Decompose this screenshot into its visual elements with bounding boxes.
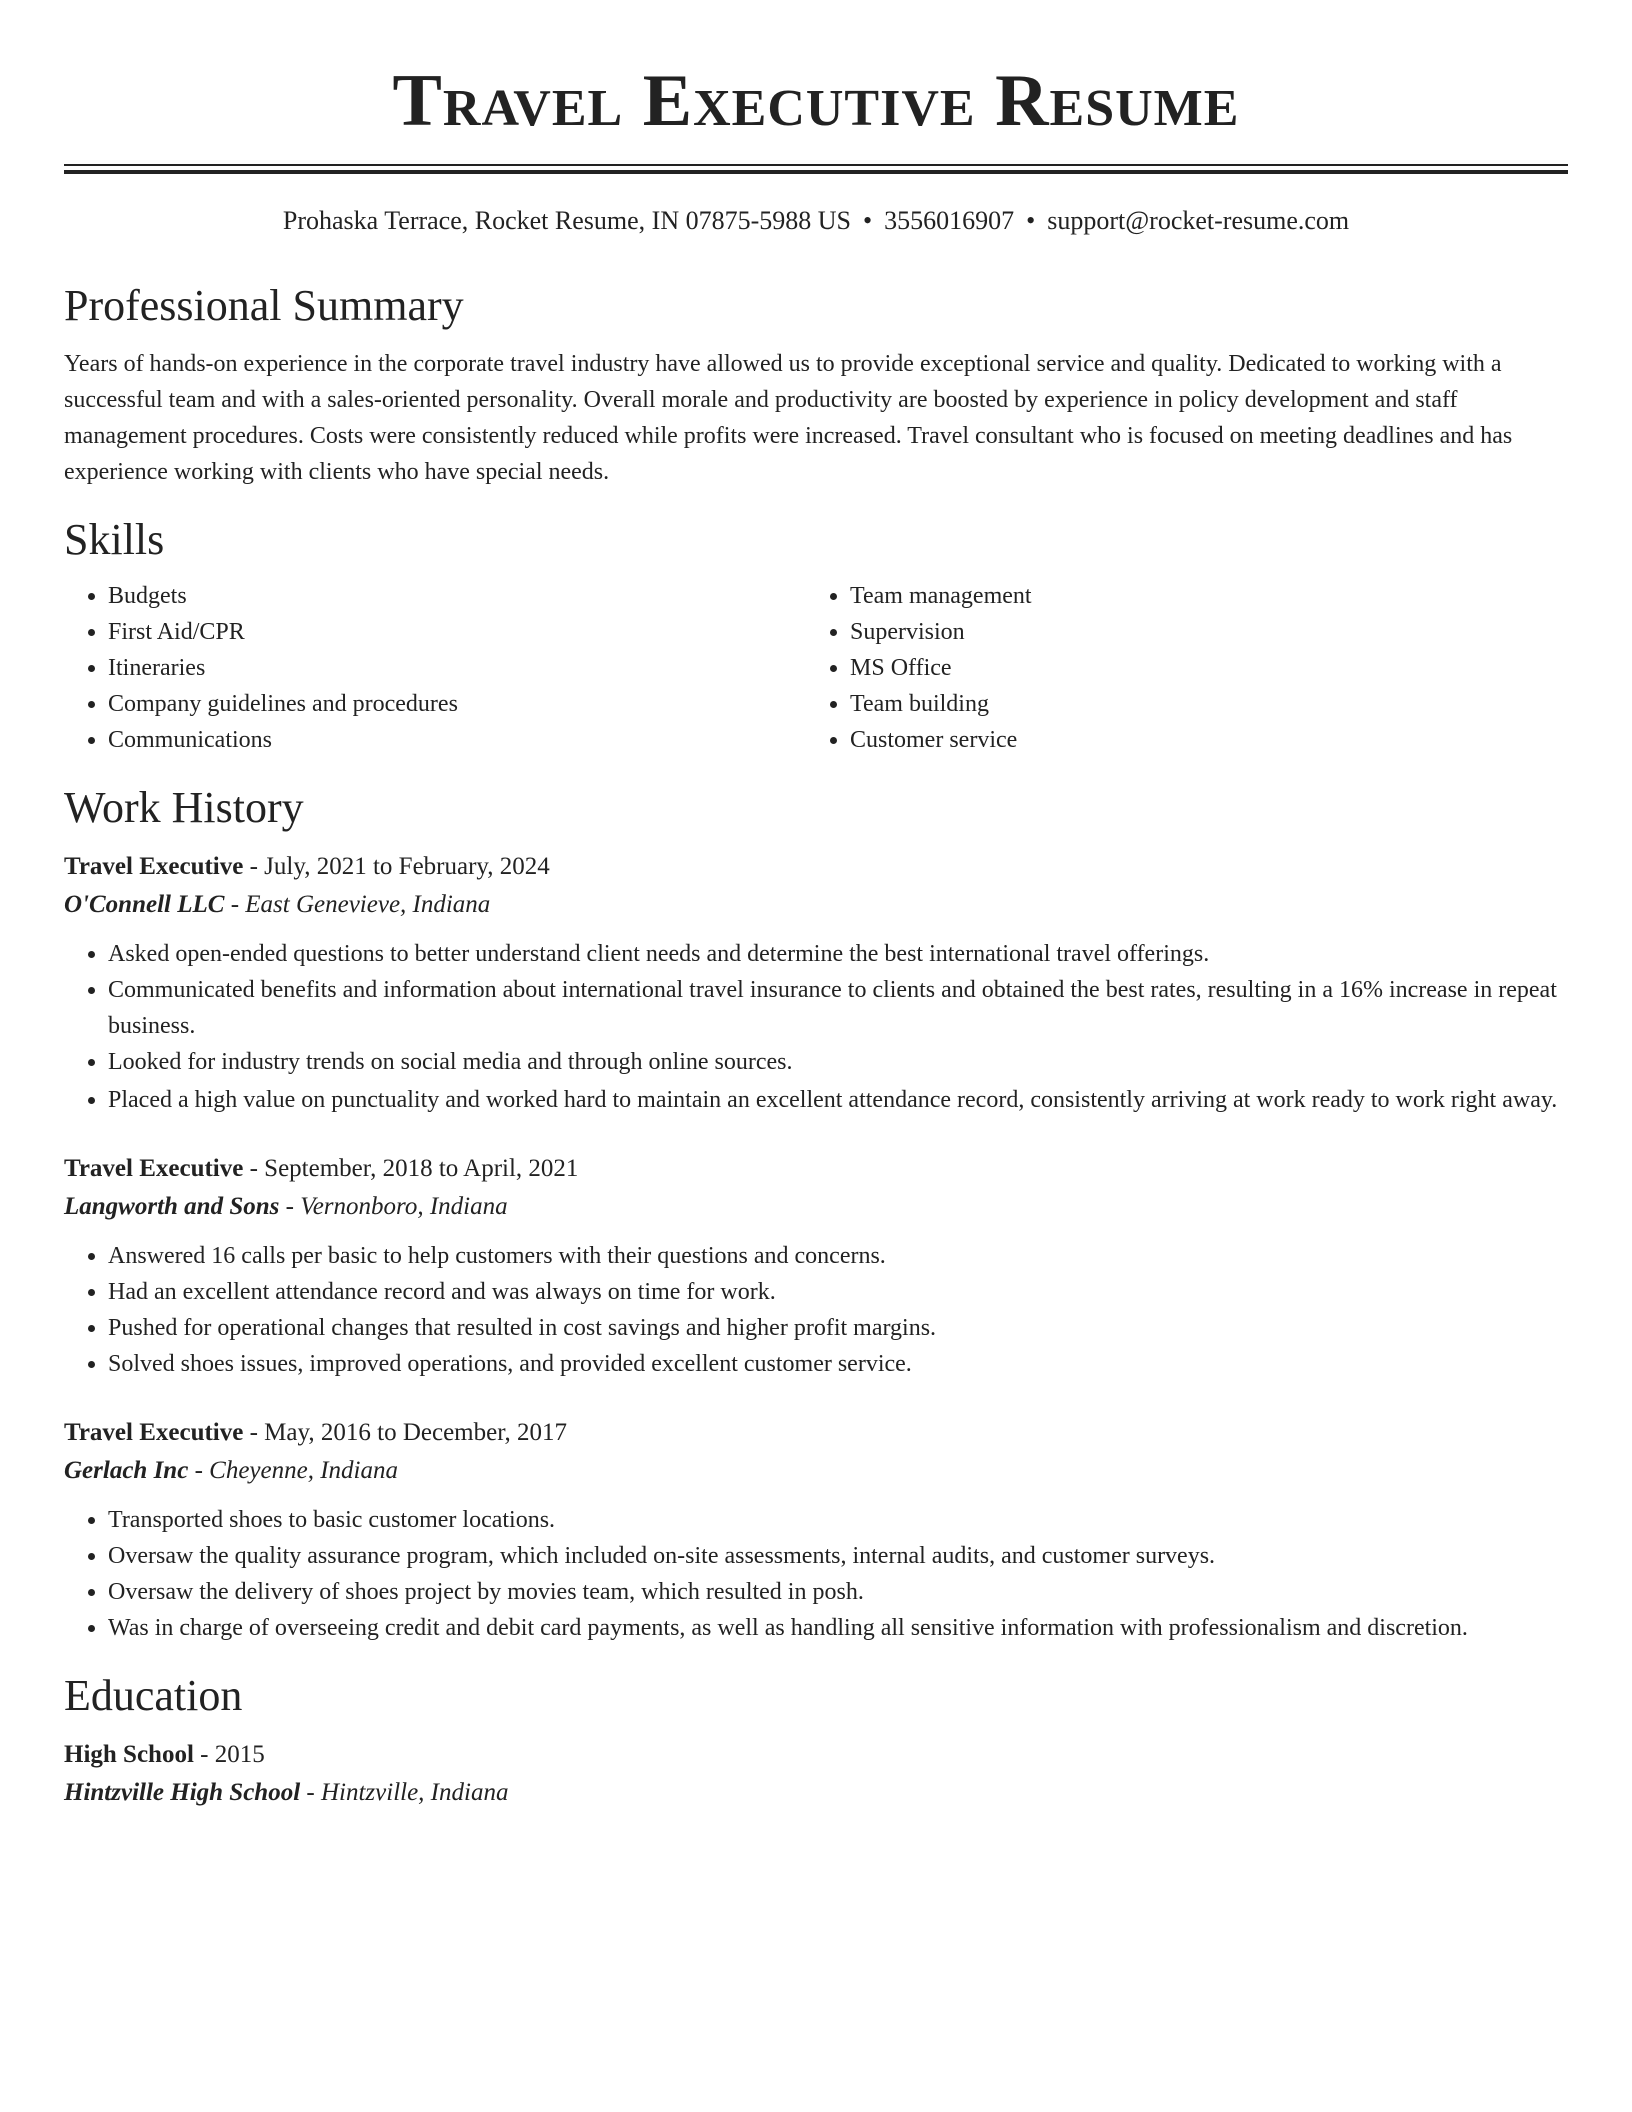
job-bullet: • Was in charge of overseeing credit and debit card payments, as well as handling all sensitive information with professionalism and discretion. [108,1610,1568,1646]
title-divider [64,164,1568,174]
contact-line [64,204,1568,238]
skill-item: • Team building [850,686,1548,722]
job-bullets [64,936,1568,1118]
company-line [64,1452,1568,1490]
school-line [64,1774,1568,1812]
job-bullet: • Solved shoes issues, improved operations, and provided excellent customer service. [108,1346,1568,1382]
section-heading-skills: Skills [64,515,165,564]
section-heading-summary: Professional Summary [64,281,464,330]
company-name: O'Connell LLC [64,891,225,918]
skill-item: • MS Office [850,650,1548,686]
job-bullet: • Transported shoes to basic customer locations. [108,1502,1568,1538]
job-bullets [64,1502,1568,1646]
job-title-line [64,848,1568,886]
skill-item: • Team management [850,578,1548,614]
skill-item: • Budgets [108,578,806,614]
job-bullet: • Oversaw the delivery of shoes project by movies team, which resulted in posh. [108,1574,1568,1610]
job-bullet: • Looked for industry trends on social media and through online sources. [108,1044,1568,1080]
resume-title: Travel Executive Resume [392,60,1240,142]
job-title: Travel Executive [64,853,244,880]
job-bullet: • Oversaw the quality assurance program, which included on-site assessments, internal audits, and customer surveys. [108,1538,1568,1574]
job-dates: - July, 2021 to February, 2024 [243,853,550,880]
contact-separator: • [1026,206,1036,235]
job-entry [64,1414,1568,1646]
company-line [64,1188,1568,1226]
education-entry [64,1736,1568,1812]
company-location: - East Genevieve, Indiana [224,891,491,918]
skills-column-left [64,578,806,758]
skill-item: • Supervision [850,614,1548,650]
contact-phone: 3556016907 [884,206,1015,235]
job-dates: - May, 2016 to December, 2017 [243,1419,568,1446]
contact-address: Prohaska Terrace, Rocket Resume, IN 07875-5988 US [282,206,851,235]
skill-item: • Company guidelines and procedures [108,686,806,722]
company-name: Gerlach Inc [64,1457,189,1484]
job-entry [64,848,1568,1118]
degree-line [64,1736,1568,1774]
section-heading-education: Education [64,1671,243,1720]
section-heading-work-history: Work History [64,783,304,832]
school-name: Hintzville High School [64,1779,301,1806]
skill-item: • Itineraries [108,650,806,686]
job-bullet: • Pushed for operational changes that resulted in cost savings and higher profit margins. [108,1310,1568,1346]
skills-list [64,578,1568,758]
contact-email: support@rocket-resume.com [1047,206,1350,235]
job-title: Travel Executive [64,1155,244,1182]
company-location: - Vernonboro, Indiana [279,1193,508,1220]
job-bullet: • Placed a high value on punctuality and worked hard to maintain an excellent attendance record, consistently arriving at work ready to work right away. [108,1082,1568,1118]
degree: High School [64,1741,194,1768]
graduation-year: - 2015 [193,1741,265,1768]
job-bullet: • Answered 16 calls per basic to help customers with their questions and concerns. [108,1238,1568,1274]
job-title-line [64,1414,1568,1452]
job-title: Travel Executive [64,1419,244,1446]
company-name: Langworth and Sons [64,1193,280,1220]
job-bullet: • Had an excellent attendance record and was always on time for work. [108,1274,1568,1310]
summary-text: Years of hands-on experience in the corporate travel industry have allowed us to provide exceptional service and quality. Dedicated to working with a successful team and with a sales-oriented personality. Overall morale and productivity are boosted by experience in policy development and staff management procedures. Costs were consistently reduced while profits were increased. Travel consultant who is focused on meeting deadlines and has experience working with clients who have special needs. [64,351,1513,485]
skills-column-right [806,578,1548,758]
skill-item: • Communications [108,722,806,758]
company-line [64,886,1568,924]
skill-item: • First Aid/CPR [108,614,806,650]
job-bullet: • Asked open-ended questions to better understand client needs and determine the best international travel offerings. [108,936,1568,972]
skill-item: • Customer service [850,722,1548,758]
school-location: - Hintzville, Indiana [300,1779,509,1806]
company-location: - Cheyenne, Indiana [188,1457,398,1484]
contact-separator: • [863,206,873,235]
job-dates: - September, 2018 to April, 2021 [243,1155,579,1182]
job-bullet: • Communicated benefits and information about international travel insurance to clients and obtained the best rates, resulting in a 16% increase in repeat business. [108,972,1568,1044]
job-bullets [64,1238,1568,1382]
job-title-line [64,1150,1568,1188]
job-entry [64,1150,1568,1382]
